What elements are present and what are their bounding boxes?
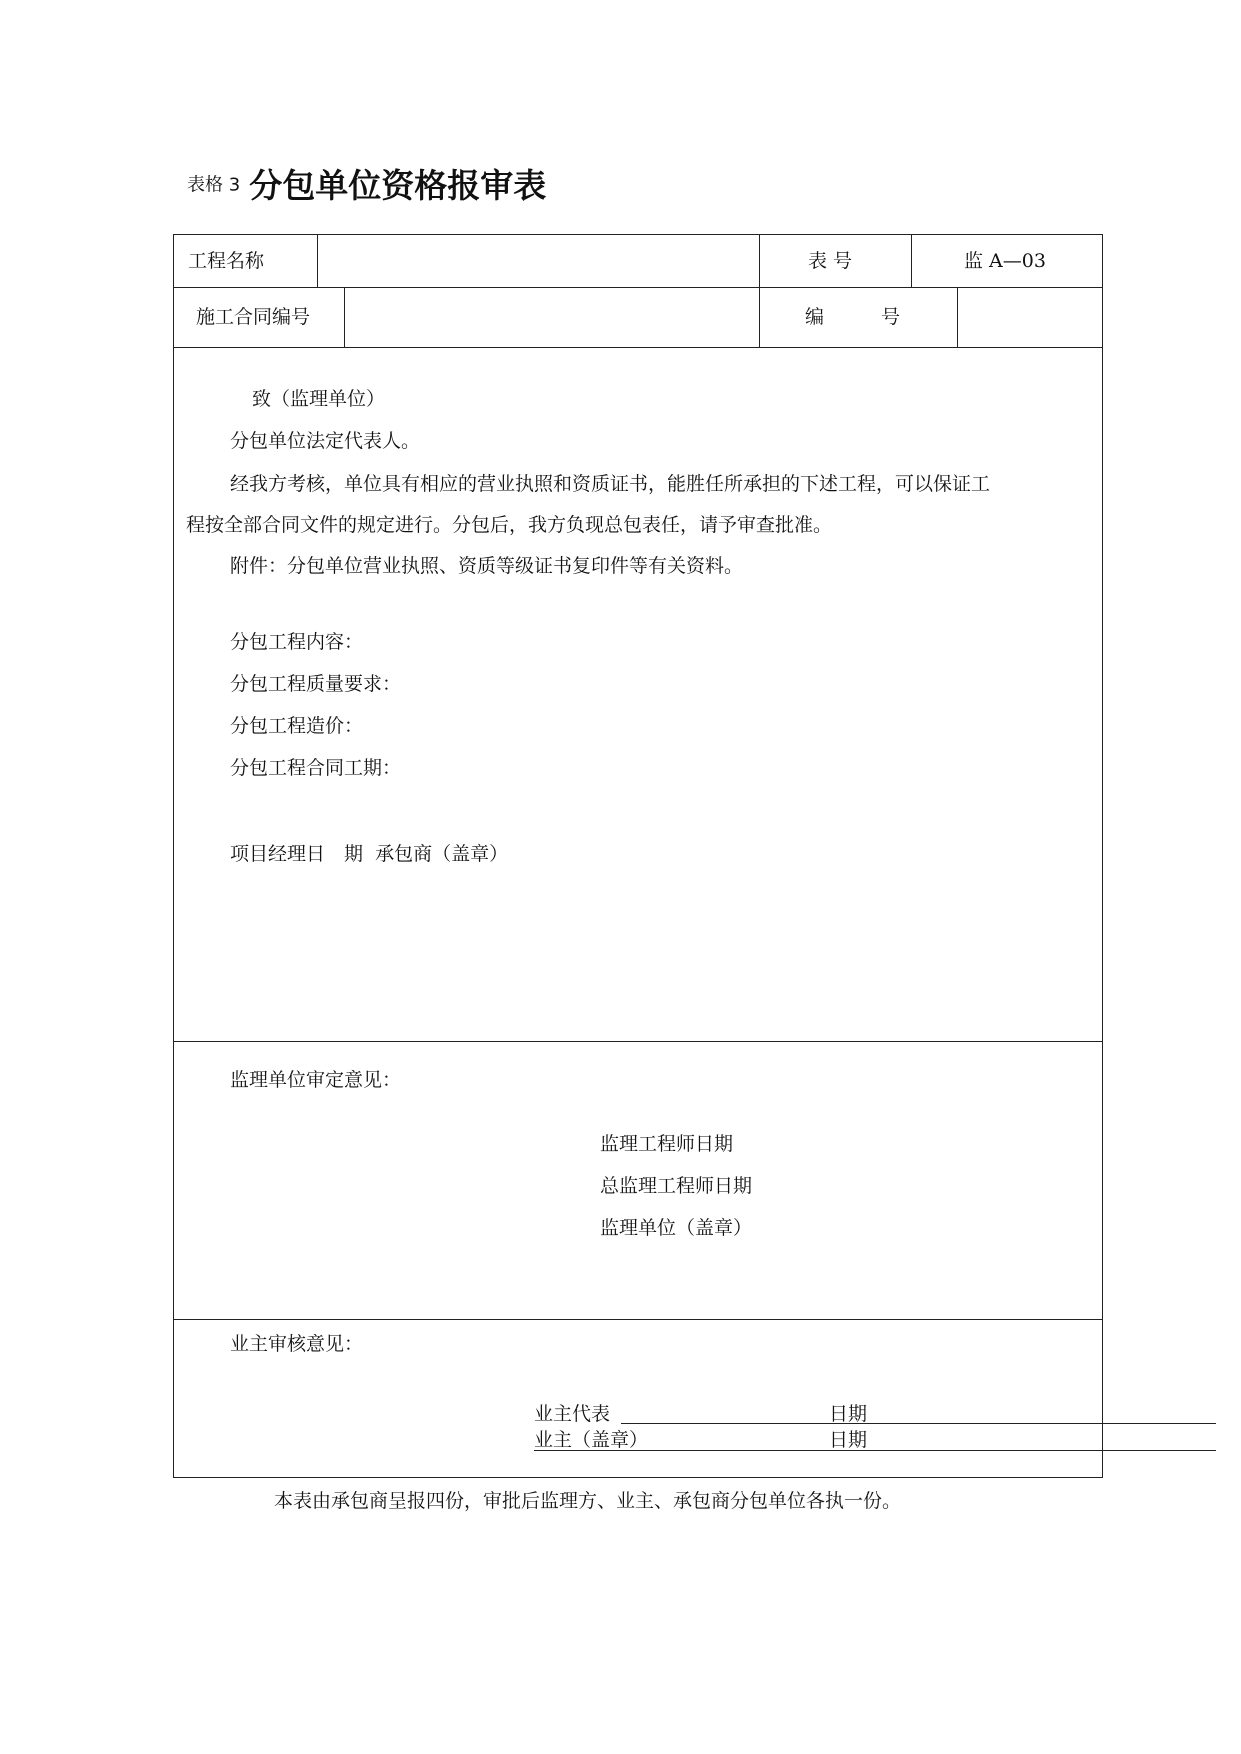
form-no-label: 表 号	[808, 250, 853, 272]
form-no-value: 监 A—03	[964, 250, 1046, 272]
subcontract-quality-label: 分包工程质量要求：	[230, 673, 402, 695]
owner-opinion-label: 业主审核意见：	[230, 1333, 364, 1355]
addressee-line: 致（监理单位）	[252, 388, 386, 410]
owner-seal-signature-line[interactable]	[534, 1450, 1216, 1451]
supervisor-unit-seal: 监理单位（盖章）	[600, 1217, 753, 1239]
form-title-prefix: 表格 3	[187, 174, 241, 196]
col-divider	[759, 287, 760, 347]
contractor-signoff-line: 项目经理日 期 承包商（盖章）	[230, 843, 509, 865]
owner-rep-signature-line[interactable]	[621, 1423, 1216, 1424]
row-divider	[174, 1041, 1102, 1042]
col-divider	[911, 235, 912, 287]
row-divider	[174, 287, 1102, 288]
form-table	[173, 234, 1103, 1478]
col-divider	[759, 235, 760, 287]
owner-rep-date-label: 日期	[829, 1403, 868, 1425]
subcontract-duration-label: 分包工程合同工期：	[230, 757, 402, 779]
owner-seal-date-label: 日期	[829, 1429, 868, 1451]
statement-line-2: 程按全部合同文件的规定进行。分包后，我方负现总包表任，请予审查批准。	[186, 514, 833, 536]
supervisor-opinion-label: 监理单位审定意见：	[230, 1069, 402, 1091]
form-title	[187, 160, 546, 210]
contract-no-label: 施工合同编号	[196, 306, 311, 328]
footnote: 本表由承包商呈报四份，审批后监理方、业主、承包商分包单位各执一份。	[274, 1490, 902, 1512]
project-name-label: 工程名称	[188, 250, 265, 272]
subcontract-content-label: 分包工程内容：	[230, 631, 364, 653]
legal-rep-line: 分包单位法定代表人。	[230, 430, 421, 452]
row-divider	[174, 1319, 1102, 1320]
col-divider	[344, 287, 345, 347]
form-title-main: 分包单位资格报审表	[249, 166, 547, 205]
row-divider	[174, 347, 1102, 348]
attachment-line: 附件：分包单位营业执照、资质等级证书复印件等有关资料。	[230, 555, 744, 577]
owner-seal-label: 业主（盖章）	[534, 1429, 649, 1451]
statement-line-1: 经我方考核，单位具有相应的营业执照和资质证书，能胜任所承担的下述工程，可以保证工	[230, 473, 991, 495]
owner-rep-label: 业主代表	[534, 1403, 611, 1425]
col-divider	[317, 235, 318, 287]
supervising-engineer-date: 监理工程师日期	[600, 1133, 734, 1155]
chief-engineer-date: 总监理工程师日期	[600, 1175, 753, 1197]
subcontract-cost-label: 分包工程造价：	[230, 715, 364, 737]
serial-no-label: 编 号	[805, 306, 901, 328]
col-divider	[957, 287, 958, 347]
